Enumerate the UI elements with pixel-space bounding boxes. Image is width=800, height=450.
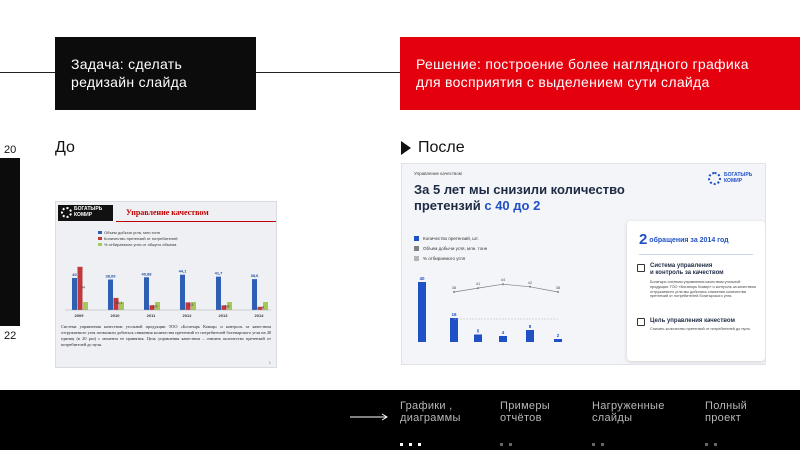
- after-logo-line-1: БОГАТЫРЬ: [724, 172, 753, 178]
- legend-swatch: [414, 236, 419, 241]
- claims-bar: [474, 335, 482, 343]
- nav-item-line-1: Нагруженные: [592, 400, 665, 412]
- coal-bar: [108, 280, 113, 310]
- coal-value-label: 44,1: [178, 268, 187, 274]
- task-line-2: редизайн слайда: [71, 74, 188, 90]
- claims-bar: [554, 339, 562, 342]
- claims-value-label: 8: [528, 324, 532, 329]
- nav-item-charts[interactable]: [400, 400, 461, 424]
- coal-value-label: 44: [500, 277, 506, 283]
- coal-value-label: 40: [72, 272, 77, 277]
- section-label-after: После: [418, 139, 465, 156]
- claims-value-label: 5,9: [152, 304, 158, 309]
- claims-value-label: 5,8: [224, 304, 230, 309]
- solution-box: [400, 37, 800, 110]
- card-item-1-text: Богатырь системы управления качеством угольной продукции ТОО «Богатырь Комир» и контроль за качеством отгружаемого угля мы добились снижения количества претензий от потребителей богатырского угля.: [650, 280, 756, 299]
- coal-value-label: 41,7: [214, 270, 223, 276]
- coal-bar: [216, 277, 221, 310]
- nav-item-full-project[interactable]: [705, 400, 747, 424]
- nav-page-dots: [400, 437, 427, 449]
- coal-value-label: 38: [555, 285, 561, 290]
- document-icon: [637, 264, 645, 272]
- after-legend-label: % отбираемого угля: [423, 256, 466, 261]
- claims-bar: [450, 318, 458, 342]
- year-tick-label: 2011: [146, 313, 156, 318]
- nav-item-line-2: диаграммы: [400, 412, 461, 424]
- before-legend: [98, 230, 178, 248]
- before-logo-text: [74, 206, 102, 218]
- after-logo-line-2: КОМИР: [724, 178, 743, 184]
- after-bar-chart: [410, 264, 570, 354]
- legend-swatch: [98, 237, 102, 240]
- after-logo-text: [724, 172, 752, 184]
- legend-swatch: [98, 243, 102, 246]
- claims-value-label: 15,1: [115, 300, 123, 305]
- solution-line-2: для восприятия с выделением сути слайда: [416, 74, 710, 90]
- nav-page-dots: [592, 437, 610, 449]
- before-legend-item: [98, 242, 178, 248]
- legend-swatch: [98, 231, 102, 234]
- claims-value-label: 16: [451, 312, 457, 317]
- page-dot: [509, 443, 512, 446]
- after-legend-label: Количество претензий, шт.: [423, 236, 479, 241]
- nav-item-line-2: отчётов: [500, 412, 542, 424]
- play-icon: [401, 141, 411, 155]
- before-legend-label: Объем добычи угля, млн.тонн: [104, 230, 160, 235]
- year-tick-label: 2009: [74, 313, 84, 318]
- after-legend-item: [414, 234, 487, 244]
- nav-item-report-examples[interactable]: [500, 400, 550, 424]
- before-legend-label: % отбираемого угля от общего объема: [104, 242, 177, 247]
- before-page-number: 1: [268, 360, 271, 365]
- claims-value-label: 9,5: [188, 303, 194, 308]
- before-bar-chart: [61, 254, 273, 320]
- coal-bar: [180, 275, 185, 310]
- after-legend-item: [414, 244, 487, 254]
- nav-item-line-1: Примеры: [500, 400, 550, 412]
- coal-value-label: 42: [527, 279, 533, 285]
- card-big-number: 2: [639, 231, 648, 248]
- before-logo: [58, 205, 113, 221]
- year-tick-label: 2012: [182, 313, 192, 318]
- percent-bar: [83, 302, 88, 310]
- year-tick-label: 2010: [110, 313, 120, 318]
- before-logo-line-2: КОМИР: [74, 212, 93, 218]
- before-title-underline: [116, 221, 276, 222]
- coal-value-label: 41: [475, 281, 481, 287]
- after-slide-thumbnail: [401, 163, 766, 365]
- gear-icon: [708, 172, 721, 185]
- card-item-1-title-line-1: Система управления: [650, 263, 713, 269]
- legend-swatch: [414, 256, 419, 261]
- section-label-before: До: [55, 139, 75, 156]
- bottom-navigation-bar: [0, 390, 800, 450]
- claims-value-label: 40: [419, 276, 425, 281]
- claims-value-label: 54: [81, 285, 85, 290]
- year-tick-label: 2013: [218, 313, 228, 318]
- after-headline-text: За 5 лет мы снизили количество претензий: [414, 182, 625, 213]
- before-title: Управление качеством: [126, 208, 209, 217]
- nav-item-line-1: Графики ,: [400, 400, 453, 412]
- coal-bar: [72, 278, 77, 310]
- card-item-1-title-line-2: и контроль за качеством: [650, 270, 724, 276]
- card-item-1-title: [650, 263, 724, 277]
- claims-bar: [418, 282, 426, 342]
- arrow-right-icon: [350, 413, 390, 421]
- page-dot: [400, 443, 403, 446]
- card-headline-text: обращения за 2014 год: [649, 237, 729, 244]
- before-caption: Система управления качеством угольной продукции ТОО «Богатырь Комир» и контроль за качеством отгружаемого угля позволили добиться снижения количества претензий от потребителей богатырского угля на 40 единиц (в 20 раз) с момента ее принятия. Цель управления качеством – снизить количество претензий от потребителей до нуля.: [61, 324, 271, 347]
- coal-line: [451, 284, 558, 292]
- page-dot: [418, 443, 421, 446]
- claims-value-label: 5: [476, 328, 480, 334]
- task-line-1: Задача: сделать: [71, 56, 183, 72]
- card-item-2-title: Цель управления качеством: [650, 318, 735, 324]
- solution-line-1: Решение: построение более наглядного графика: [416, 56, 749, 72]
- card-divider: [639, 254, 753, 255]
- page-dot: [409, 443, 412, 446]
- coal-value-label: 38,6: [250, 273, 259, 279]
- after-summary-card: [627, 221, 765, 361]
- nav-item-line-2: проект: [705, 412, 742, 424]
- card-headline: [639, 231, 729, 248]
- nav-item-line-1: Полный: [705, 400, 748, 412]
- nav-page-dots: [500, 437, 518, 449]
- after-legend-label: Объем добычи угля, млн. тонн: [423, 246, 488, 251]
- coal-value-label: 40,88: [141, 271, 152, 277]
- legend-swatch: [414, 246, 419, 251]
- page-number-bottom: 22: [4, 330, 17, 342]
- claims-value-label: 4: [501, 330, 505, 335]
- coal-bar: [252, 279, 257, 310]
- page-dot: [592, 443, 595, 446]
- target-icon: [637, 318, 645, 326]
- gear-icon: [61, 207, 72, 218]
- after-legend: [414, 234, 487, 264]
- card-item-2-text: Снизить количество претензий от потребителей до нуля.: [650, 327, 751, 331]
- page-dot: [705, 443, 708, 446]
- claims-bar: [526, 330, 534, 342]
- after-legend-item: [414, 254, 487, 264]
- claims-bar: [499, 336, 507, 342]
- claims-value-label: 4: [262, 305, 264, 310]
- page-dot: [500, 443, 503, 446]
- after-headline-accent: с 40 до 2: [484, 198, 541, 213]
- side-progress-bar: [0, 158, 20, 326]
- page-dot: [601, 443, 604, 446]
- year-tick-label: 2014: [254, 313, 264, 318]
- claims-value-label: 2: [556, 333, 560, 338]
- coal-value-label: 38: [451, 285, 457, 290]
- after-small-label: Управление качеством: [414, 171, 462, 176]
- before-slide-thumbnail: [55, 201, 277, 368]
- before-logo-line-1: БОГАТЫРЬ: [74, 206, 103, 212]
- before-legend-label: Количество претензий от потребителей: [104, 236, 178, 241]
- coal-bar: [144, 277, 149, 310]
- after-headline: [414, 182, 644, 214]
- page-number-top: 20: [4, 144, 17, 156]
- page-dot: [714, 443, 717, 446]
- nav-item-line-2: слайды: [592, 412, 633, 424]
- task-box: [55, 37, 256, 110]
- coal-value-label: 38,09: [105, 273, 116, 279]
- nav-item-loaded-slides[interactable]: [592, 400, 665, 424]
- nav-page-dots: [705, 437, 723, 449]
